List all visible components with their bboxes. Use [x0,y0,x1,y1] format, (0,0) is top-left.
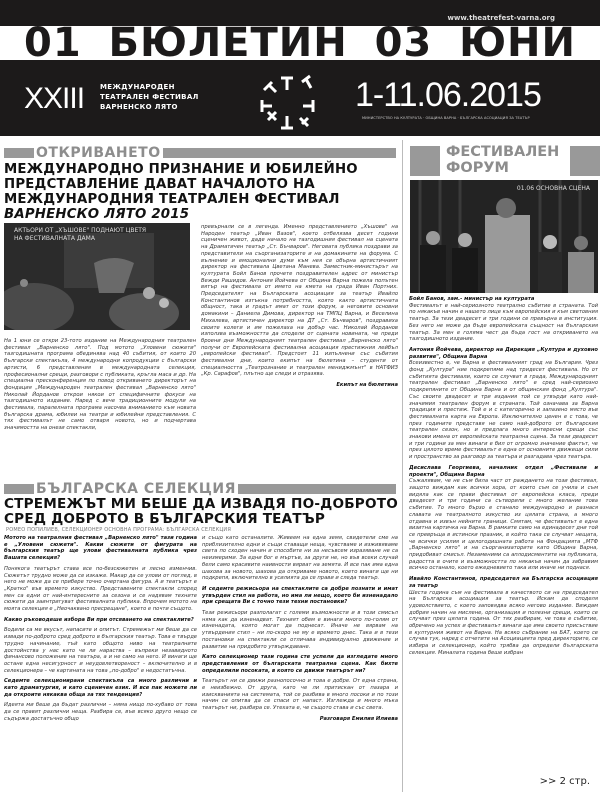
forum-quote [409,576,598,656]
section-bar-block [4,484,34,494]
section-bar-block [238,484,396,494]
photo-caption: АКТЬОРИ ОТ „ХЪШОВЕ" ПОДНАЮТ ЦВЕТЯ НА ФЕСТИВАЛНАТА ДАМА [14,227,147,242]
interview-question: И седемте режисьора на спектаклите са добре познати и имат утвърден стил на работа, но има ли нещо, което би изненадало при срещата Ви с точно тези техни постановки? [202,585,398,606]
article-text: превърнали се в легенда. Именно представлението „Хъшове" на Народен театър „Иван Вазов", което отбелязва десет години сценичен живот, даде начало на тазгодишния фестивал на сцената на Драматичен театър „Ст. Бъчваров". Неговата публика поздрави за представители на съорганизаторите и на домакините на форума. С вълнение и емоционални думи към нея се обърна артистичният директор на фестивала Цветана Манева. Заместник-министърът на културата Бойл Банов прочете поздравителен адрес от министър Вежди Рашидов. Антония Йойчева от Община Варна пожела попътен вятър на фестивала от името на кмета на града Иван Портних. Председателят на Българската асоциация за театър Ивайло Константинов изтъкна потребността, която както артистичната общност, така и градът имат от този форум, а неговите основни домакини – Даниела Димова, директор на ТМПЦ Варна, и Веселина Михалева, артистичен директор на ДТ „Ст. Бъчваров", поздравиха своите колеги и им пожелаха на добър час. Николай Йорданов използва възможността да сподели от сцената новината, че преди броени дни Международният театрален фестивал „Варненско лято" получи от Европейската фестивална асоциация престижния лейбъл „европейски фестивал". Предстоят 11 изпълнени със събития фестивални дни, които екипът на бюлетина – студенти от специалността „Театрознание и театрален мениджмънт" в НАТФИЗ „Кр. Сарафов", плътно ще следи и отразява. [201,224,398,378]
section-label: БЪЛГАРСКА СЕЛЕКЦИЯ [36,481,236,497]
website-url[interactable]: www.theatrefest-varna.org [447,14,555,22]
issue-month: ЮНИ [459,20,576,66]
section-bar-opening [4,146,396,160]
forum-stage-photo-icon [410,180,598,293]
festival-info [0,72,600,132]
selection-headline [4,497,399,527]
bulletin-title-row [0,22,600,64]
quote-text: Съжалявам, че не съм била част от раждането на този фестивал, защото виждам как всички хора, от които съм се учила и съм видяла как се прави фестивал от европейска класа, преди двадесет и три години са сътворили с много желание това събитие. То много бързо е станало международно и разнася славата на театралното изкуство из цялата страна, а много отдавна и извън нейните граници. Смятам, че фестивалът е една визитна картичка на Варна. В рамките само на единадесет дни той се превръща в истински празник, в който така се случват нещата, че всички усилия и целогодишната работа на Фондацията „МТФ „Варненско лято" и на съорганизаторите като Община Варна, придобиват смисъл. Незаменими са аплодисментите на публиката, радостта в очите и възможността по някакъв начин да забравим всичко останало, което ежедневието така или иначе ни поднася. [409,478,598,572]
headline-line: СТРЕМЕЖЪТ МИ БЕШЕ ДА ИЗВАДЯ ПО-ДОБРОТО [4,496,398,512]
quote-speaker: Антония Йойчева, директор на Дирекция „Култура и духовно развитие", Община Варна [409,346,598,360]
headline-line: ПРЕДСТАВЛЕНИЕ ДАВАТ НАЧАЛОТО НА [4,177,315,192]
column-divider [402,140,403,792]
interview-answer: Театърът ни се движи разнопосочно и това е добре. От една страна, е неизбежно. От друга, като че ли притискан от пазара и изискванията на системата, той се разбива в много посоки и по този начин се опитва да се спаси от напаст. Изглежда и много мъка театърът ни, разбира се. Утехата е, че същото става и със света. [202,678,398,712]
section-bar-block [570,146,600,176]
article-text: На 1 юни се откри 23-тото издание на Международния театрален фестивал „Варненско лято". Под мотото „Уловени сюжети" тазгодишната програма обединява над 40 събития, от които 20 български спектакъла, 4 международни копродукции с български артисти, 6 представления в международната селекция, професионални срещи, разговори с публиката, кръгла маса и др. На специална пресконференция по повод откриването директорът на фондация „Международен театрален фестивал „Варненско лято" Николай Йорданов открои някои от специфичните фокуси на тазгодишното издание. Наред с вече традиционните модули на фестивала, паралелната програма насочва вниманието към новата българска драма, юбилеи на театри и юбилейни представления. С тях фестивалът не само отваря новото, но и подчертава значимостта на онези спектакли, [4,338,196,432]
forum-quote [409,296,598,343]
masthead [0,0,600,136]
section-bar-block [410,146,440,176]
festival-logo-icon [250,72,325,132]
section-label: ОТКРИВАНЕТО [36,145,161,161]
quote-speaker: Ивайло Константинов, председател на Българска асоциация за театър [409,576,598,589]
section-bar-bulgarian-selection [4,482,396,496]
forum-photo [410,180,598,293]
interview-question: Мотото на театралния фестивал „Варненско лято" тази година е „Уловени сюжети". Какви сюжети от фигурата на българския театър ще улови фестивалната публика чрез Вашата селекция? [4,535,197,562]
edition-number: XXIII [24,82,85,115]
forum-quote [409,347,598,461]
section-label-line: ФЕСТИВАЛЕН [446,144,560,160]
quote-text: Шеста година съм на фестивала в качеството си на председател на Българска асоциация за театър. Искам да споделя удоволствието, с което заповядва всяко негово издание. Виждам добрия начин на мислене, организация и полезни срещи, които се случват през цялата година. От тях разбирам, че това е събитие, обречено на успех и фестивалът винаги ще има своето присъствие в културния живот на Варна. На всяко събрание на БАТ, което се случва тук, наред с отчетите на Асоциацията пред директорите, се избира и селекционер, който трябва да определи българската селекция. Миналата година беше избран [409,589,598,656]
photo-caption: 01.06 ОСНОВНА СЦЕНА [516,185,590,192]
festival-name-line: ТЕАТРАЛЕН ФЕСТИВАЛ [100,93,199,101]
festival-name-line: МЕЖДУНАРОДЕН [100,83,175,91]
issue-day: 03 [374,20,433,66]
interview-answer: Водили са ме вкусът, напасите и опитът. Стремежът ми беше да се извади по-доброто сред доброто в българския театър. Това е твърде трудно начинание, тъй като общото ниво на театралните достойнства у нас като че ли нараства – въпреки незавидното финансово положение на театъра, а и не само на него. И винаги ще остане една несигурност и неудовлетвореност – включително и в селекционера – че картината на това „по-добро" е недостатъчна. [4,627,197,674]
section-bar-block [4,148,34,158]
quote-speaker: Бойл Банов, зам.- министър на културата [409,296,535,302]
opening-photo [4,223,190,330]
article-byline: РОМЕО ПОПИЛИЕВ, СЕЛЕКЦИОНЕР ОСНОВНА ПРОГРАМА: БЪЛГАРСКА СЕЛЕКЦИЯ [6,527,232,533]
article-signature: Екипът на бюлетина [336,382,398,389]
festival-name [100,82,199,112]
interview-question: Като селекционер тази година сте успели да изгледате много представления от българската театрална сцена. Как бихте определили посоката, в която се движи театърът ни? [202,654,398,674]
headline-line: МЕЖДУНАРОДНИЯ ТЕАТРАЛЕН ФЕСТИВАЛ [4,192,340,207]
section-bar-block [163,148,396,158]
quote-speaker: Десислава Георгиева, началник отдел „Фестивали и проекти", Община Варна [409,464,598,478]
headline-line: МЕЖДУНАРОДНО ПРИЗНАНИЕ И ЮБИЛЕЙНО [4,162,358,177]
opening-column-1 [4,338,196,472]
interview-answer: Понякога театърът става все по-безсюжетен и лесно изменчив. Сюжетът трудно може да се изкаже. Макар да се улови от поглед, в него не може да се прибере точно очертана фигура. А и театърът е „Кратко" във времето изкуство. Представените спектакли според мен са едни от най-интересните за сезона и се надявам техните сюжети да заинтригуват фестивалната публика. Впрочем мотото на моята селекция е „Неочаквано пресрещане", което е почти същото. [4,565,197,613]
forum-quote [409,465,598,572]
issue-number: 01 [24,20,82,66]
article-signature: Разговаря Емилия Илиева [319,715,398,722]
interview-answer: Идеята ми беше да бъдат различни – няма нищо по-хубаво от това да се правят различни неща. Разбира се, във всяко друго нещо се съдържа достатъчно общо [4,702,197,722]
headline-line: СРЕД ДОБРОТО В БЪЛГАРСКИЯ ТЕАТЪР [4,511,325,527]
continue-on-page-link[interactable]: >> 2 стр. [539,776,590,787]
headline-line-italic: ВАРНЕНСКО ЛЯТО 2015 [4,207,190,222]
selection-column-1 [4,535,197,793]
quote-text: Фестивалът е най-сериозното театрално събитие в страната. Той по някакъв начин е нашето лице към европейския и към световния театър. За тези двадесет и три години се превърна в институция. Без него не може да бъде европейската същност на българския театър. За мен е голяма чест да бъда гост на откриването на тазгодишното издание. [409,302,598,343]
sponsors-line: МИНИСТЕРСТВО НА КУЛТУРАТА · ОБЩИНА ВАРНА · БЪЛГАРСКА АСОЦИАЦИЯ ЗА ТЕАТЪР [362,116,530,120]
interview-question: Какво ръководеше избора Ви при отсяването на спектаклите? [4,616,194,623]
section-label-line: ФОРУМ [446,160,509,176]
opening-headline [4,162,399,222]
selection-column-2 [202,535,398,793]
quote-text: Всеизвестно е, че Варна е фестивалният град на България. Чрез фонд „Култура" ние подкрепяме над тридесет фестивала. Но от събитията фестивали, които се случват в града, Международният театрален фестивал „Варненско лято" е сред най-сериозно подкрепяните от Община Варна и от общинския фонд „Култура". Със своите двадесет и три издания той се утвърди като най-значимия театрален форум в страната. Той означава за Варна традиция и престиж. Той е и с категорично и запазено място във фестивалната карта на Европа. Изключително ценен е с това, че през годините представя не само най-доброто от българския театрален сезон, но и предлага много интересни срещи със знакови имена от европейската театрална сцена. За тези двадесет и три години за мен винаги е бил от огромно значение фактът, че през цялото време фестивалът е една от основните движещи сили и пространство за разговор за театъра и разгадава чрез театъра. [409,360,598,461]
bulletin-title: БЮЛЕТИН [108,20,348,66]
section-bar-forum [410,144,590,184]
interview-question: Седемте селекционирани спектакъла са много различни и като драматургия, и като сценичен език. И все пак можете ли да откроите някаква обща за тях тенденция? [4,678,197,698]
festival-dates: 1-11.06.2015 [355,76,541,114]
interview-answer: Тези режисьори разполагат с големи възможности и в този смисъл няма как да изненадват. Техният обем е винаги много по-голям от изненадата, която могат да поднесат. Иначе не вярвам на утвърдения стил – ни по-скоро не му е времето днес. Така и в тези постановки на спектакли се отличава индивидуално движение и развитие на придобито утвърждаване. [202,610,398,650]
section-label [446,144,559,176]
festival-name-line: ВАРНЕНСКО ЛЯТО [100,103,178,111]
forum-column [409,296,598,776]
opening-column-2 [201,224,398,474]
interview-answer: и също като останалите. Живеем на една земя, свидетели сме на приблизително едни и същи ставащи неща, чувстваме и изживяваме света по сходен начин и способите ни за несъвсем изразяване не са неизмерими. За едни бог е мъртъв, за други не, но във всеки случай бели само красивите наивности вярват на земята. И все пак има една шахова за новото, шахова да откриваме новото, което винаги ще ни подкрепя, включително в усилията да се прави и следа театър. [202,535,398,582]
